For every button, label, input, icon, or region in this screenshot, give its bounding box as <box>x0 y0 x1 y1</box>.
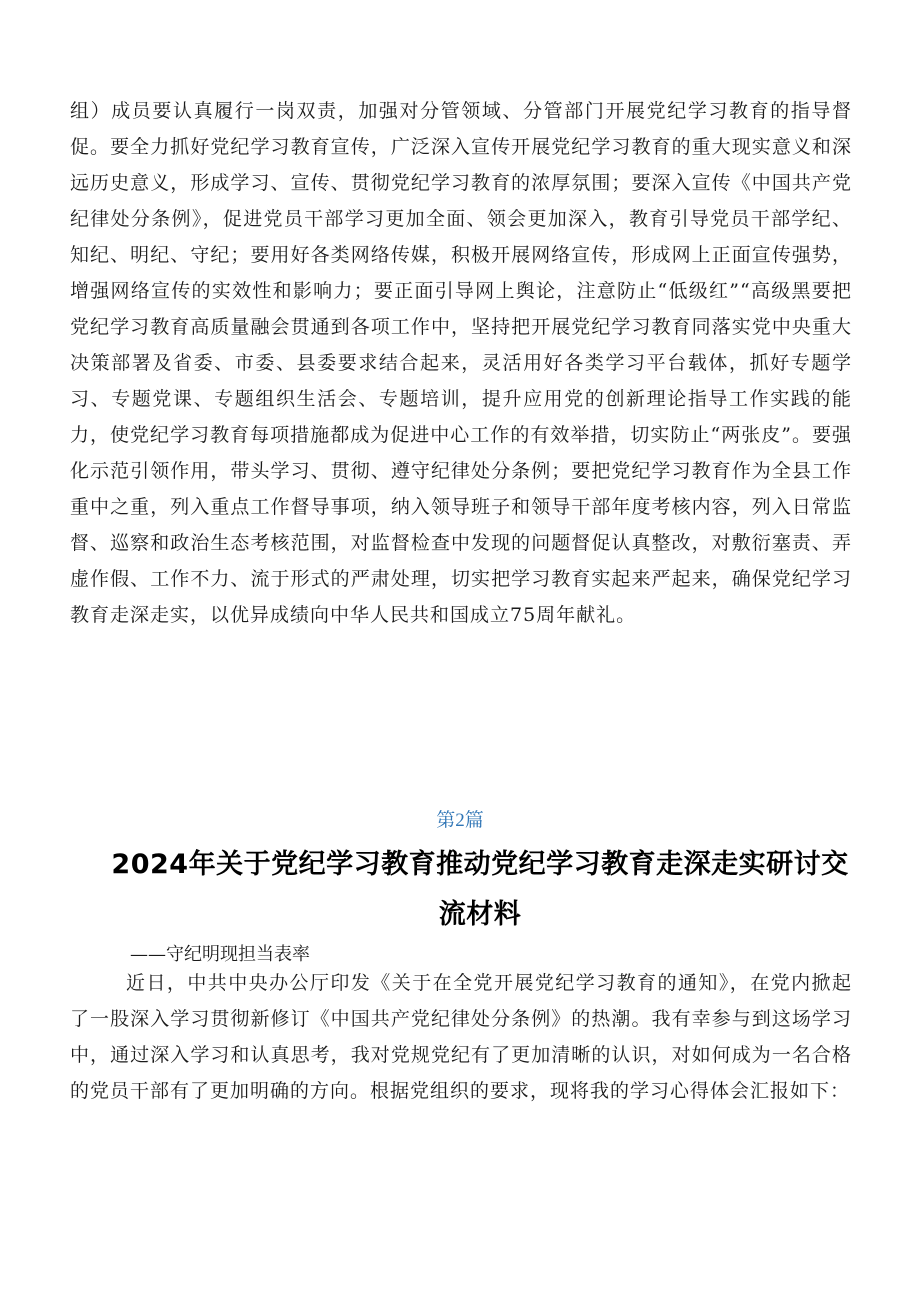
document-subtitle: ——守纪明现担当表率 <box>130 944 310 965</box>
section-label: 第2篇 <box>436 810 484 831</box>
document-title: 2024年关于党纪学习教育推动党纪学习教育走深走实研讨交流材料 <box>111 849 849 930</box>
body-paragraph-continued: 组）成员要认真履行一岗双责，加强对分管领域、分管部门开展党纪学习教育的指导督促。要全力抓好党纪学习教育宣传，广泛深入宣传开展党纪学习教育的重大现实意义和深远历史意义，形成学习、宣传、贯彻党纪学习教育的浓厚氛围；要深入宣传《中国共产党纪律处分条例》，促进党员干部学习更加全面、领会更加深入，教育引导党员干部学纪、知纪、明纪、守纪；要用好各类网络传媒，积极开展网络宣传，形成网上正面宣传强势，增强网络宣传的实效性和影响力；要正面引导网上舆论，注意防止“低级红”“高级黑要把党纪学习教育高质量融会贯通到各项工作中，坚持把开展党纪学习教育同落实党中央重大决策部署及省委、市委、县委要求结合起来，灵活用好各类学习平台载体，抓好专题学习、专题党课、专题组织生活会、专题培训，提升应用党的创新理论指导工作实践的能力，使党纪学习教育每项措施都成为促进中心工作的有效举措，切实防止“两张皮”。要强化示范引领作用，带头学习、贯彻、遵守纪律处分条例；要把党纪学习教育作为全县工作重中之重，列入重点工作督导事项，纳入领导班子和领导干部年度考核内容，列入日常监督、巡察和政治生态考核范围，对监督检查中发现的问题督促认真整改，对敷衍塞责、弄虚作假、工作不力、流于形式的严肃处理，切实把学习教育实起来严起来，确保党纪学习教育走深走实，以优异成绩向中华人民共和国成立75周年献礼。 <box>70 100 852 626</box>
body-paragraph-intro: 近日，中共中央办公厅印发《关于在全党开展党纪学习教育的通知》，在党内掀起了一股深入学习贯彻新修订《中国共产党纪律处分条例》的热潮。我有幸参与到这场学习中，通过深入学习和认真思考，我对党规党纪有了更加清晰的认识，对如何成为一名合格的党员干部有了更加明确的方向。根据党组织的要求，现将我的学习心得体会汇报如下： <box>70 972 852 1102</box>
